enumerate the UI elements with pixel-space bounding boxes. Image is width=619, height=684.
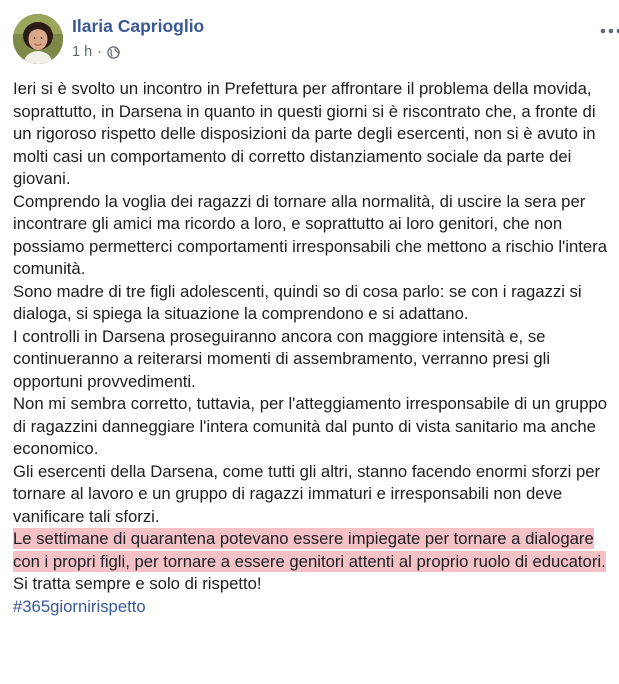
post-meta	[72, 43, 120, 61]
post-paragraph: Sono madre di tre figli adolescenti, quindi so di cosa parlo: se con i ragazzi si dialoga, si spiega la situazione la comprendono e si adattano.	[13, 281, 582, 323]
post-paragraph: Comprendo la voglia dei ragazzi di tornare alla normalità, di uscire la sera per incontrare gli amici ma ricordo a loro, e soprattutto ai loro genitori, che non possiamo permetterci comportamenti irresponsabili che mettono a rischio l'intera comunità.	[13, 191, 607, 278]
profile-photo	[13, 14, 63, 64]
more-options-icon[interactable]	[597, 22, 619, 40]
author-name[interactable]: Ilaria Caprioglio	[72, 16, 205, 36]
highlighted-paragraph	[13, 528, 609, 573]
closing-line: Si tratta sempre e solo di rispetto!	[13, 574, 262, 593]
highlighted-text: Le settimane di quarantena potevano essere impiegate per tornare a dialogare con i propri figli, per tornare a essere genitori attenti al proprio ruolo di educatori.	[13, 529, 606, 571]
hashtag-line	[13, 596, 609, 619]
globe-icon[interactable]	[107, 46, 120, 59]
meta-separator: ·	[97, 44, 103, 60]
hashtag-link[interactable]: #365giornirispetto	[13, 596, 146, 616]
post-paragraph: I controlli in Darsena proseguiranno ancora con maggiore intensità e, se continueranno a reiterarsi momenti di assembramento, verranno presi gli opportuni provvedimenti.	[13, 326, 551, 391]
post-paragraph: Non mi sembra corretto, tuttavia, per l'atteggiamento irresponsabile di un gruppo di ragazzini danneggiare l'intera comunità dal punto di vista sanitario ma anche economico.	[13, 394, 608, 458]
post-text	[13, 78, 609, 618]
avatar[interactable]	[13, 14, 63, 64]
post-timestamp[interactable]: 1 h	[72, 44, 93, 60]
post-paragraph: Gli esercenti della Darsena, come tutti gli altri, stanno facendo enormi sforzi per tornare al lavoro e un gruppo di ragazzi immaturi e irresponsabili non deve vanificare tali sforzi.	[13, 461, 601, 526]
post-paragraph: Ieri si è svolto un incontro in Prefettura per affrontare il problema della movida, soprattutto, in Darsena in quanto in questi giorni si è riscontrato che, a fronte di un rigoroso rispetto delle disposizioni da parte degli esercenti, non si è avuto in molti casi un comportamento di corretto distanziamento sociale da parte dei giovani.	[13, 79, 596, 188]
post-header	[13, 14, 613, 66]
